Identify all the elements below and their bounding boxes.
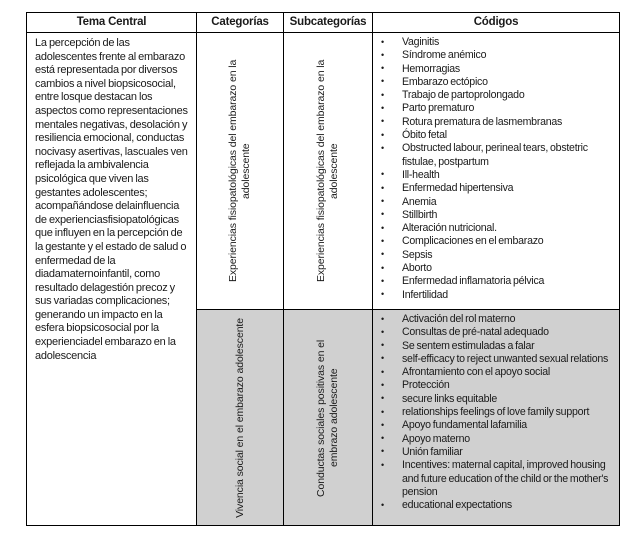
codigo-item: • Trabajo de partoprolongado bbox=[373, 89, 615, 102]
cell-codigos-2 bbox=[373, 310, 620, 526]
cell-subcategoria-1 bbox=[284, 33, 373, 310]
codigo-item: • Parto prematuro bbox=[373, 102, 615, 115]
codigo-item: • Apoyo materno bbox=[373, 433, 615, 446]
column-header-codigos: Códigos bbox=[373, 13, 620, 33]
codigo-item: • Obstructed labour, perineal tears, obstetric fistulae, postpartum bbox=[373, 142, 615, 169]
codigo-item: • Apoyo fundamental lafamilia bbox=[373, 419, 615, 432]
header-row bbox=[27, 13, 620, 33]
column-header-subcategorias: Subcategorías bbox=[284, 13, 373, 33]
subcategoria-2-wrapper bbox=[284, 310, 372, 525]
subcategoria-2-label: Conductas sociales positivas en el embrazo adolescente bbox=[315, 338, 340, 497]
subcategoria-1-wrapper bbox=[284, 33, 372, 309]
codigo-item: • Protección bbox=[373, 379, 615, 392]
codigo-item: • Enfermedad hipertensiva bbox=[373, 182, 615, 195]
cell-tema-central bbox=[27, 33, 197, 526]
codigo-item: • Alteración nutricional. bbox=[373, 222, 615, 235]
codigo-item: • Unión familiar bbox=[373, 446, 615, 459]
codigo-item: • Consultas de pré-natal adequado bbox=[373, 326, 615, 339]
column-header-categorias: Categorías bbox=[197, 13, 284, 33]
cell-categoria-2 bbox=[197, 310, 284, 526]
tema-central-text: La percepción de las adolescentes frente al embarazo está representada por diversos cambios a nivel biopsicosocial, entre losque destacan los aspectos como representaciones mentales negativas, desolación y resiliencia emocional, conductas nocivasy asertivas, lascuales ven reflejada la ambivalencia psicológica que viven las gestantes adolescentes; acompañándose delainfluencia de experienciasfisiopatológicas que influyen en la percepción de la gestante y el estado de salud o enfermedad de la diadamaternoinfantil, como resultado delagestión precoz y sus variadas complicaciones; generando un impacto en la esfera biopsicosocial por la experienciadel embarazo en la adolescencia bbox=[35, 37, 188, 362]
codigo-item: • Activación del rol materno bbox=[373, 313, 615, 326]
codigo-item: • Óbito fetal bbox=[373, 129, 615, 142]
column-header-tema-central: Tema Central bbox=[27, 13, 197, 33]
table-body bbox=[27, 33, 620, 526]
codigo-item: • Incentives: maternal capital, improved housing and future education of the child or the mother's pension bbox=[373, 459, 615, 499]
codigos-list-2 bbox=[373, 310, 619, 515]
codigo-item: • Vaginitis bbox=[373, 36, 615, 49]
codigo-item: • Síndrome anémico bbox=[373, 49, 615, 62]
codigo-item: • Rotura prematura de lasmembranas bbox=[373, 116, 615, 129]
cell-categoria-1 bbox=[197, 33, 284, 310]
codigo-item: • Complicaciones en el embarazo bbox=[373, 235, 615, 248]
codigo-item: • Hemorragias bbox=[373, 63, 615, 76]
codigo-item: • Embarazo ectópico bbox=[373, 76, 615, 89]
codigo-item: • Sepsis bbox=[373, 249, 615, 262]
categoria-2-label: Vivencia social en el embarazo adolescente bbox=[233, 317, 246, 518]
codigo-item: • educational expectations bbox=[373, 499, 615, 512]
categoria-1-wrapper bbox=[197, 33, 283, 309]
codigo-item: • Ill-health bbox=[373, 169, 615, 182]
codigo-item: • self-efficacy to reject unwanted sexual relations bbox=[373, 353, 615, 366]
codigos-list-1 bbox=[373, 33, 619, 305]
codigo-item: • secure links equitable bbox=[373, 393, 615, 406]
cell-codigos-1 bbox=[373, 33, 620, 310]
table-header bbox=[27, 13, 620, 33]
codigo-item: • Infertilidad bbox=[373, 289, 615, 302]
codigo-item: • Afrontamiento con el apoyo social bbox=[373, 366, 615, 379]
subcategoria-1-label: Experiencias fisiopatológicas del embarazo en la adolescente bbox=[315, 59, 340, 283]
categoria-2-wrapper bbox=[197, 310, 283, 525]
codigo-item: • Enfermedad inflamatoria pélvica bbox=[373, 275, 615, 288]
categoria-1-label: Experiencias fisiopatológicas del embarazo en la adolescente bbox=[227, 59, 252, 283]
codigo-item: • Aborto bbox=[373, 262, 615, 275]
codigo-item: • Stillbirth bbox=[373, 209, 615, 222]
table-row bbox=[27, 33, 620, 310]
codigo-item: • Se sentem estimuladas a falar bbox=[373, 340, 615, 353]
coding-matrix-table bbox=[26, 12, 620, 526]
cell-subcategoria-2 bbox=[284, 310, 373, 526]
codigo-item: • relationships feelings of love family support bbox=[373, 406, 615, 419]
codigo-item: • Anemia bbox=[373, 196, 615, 209]
